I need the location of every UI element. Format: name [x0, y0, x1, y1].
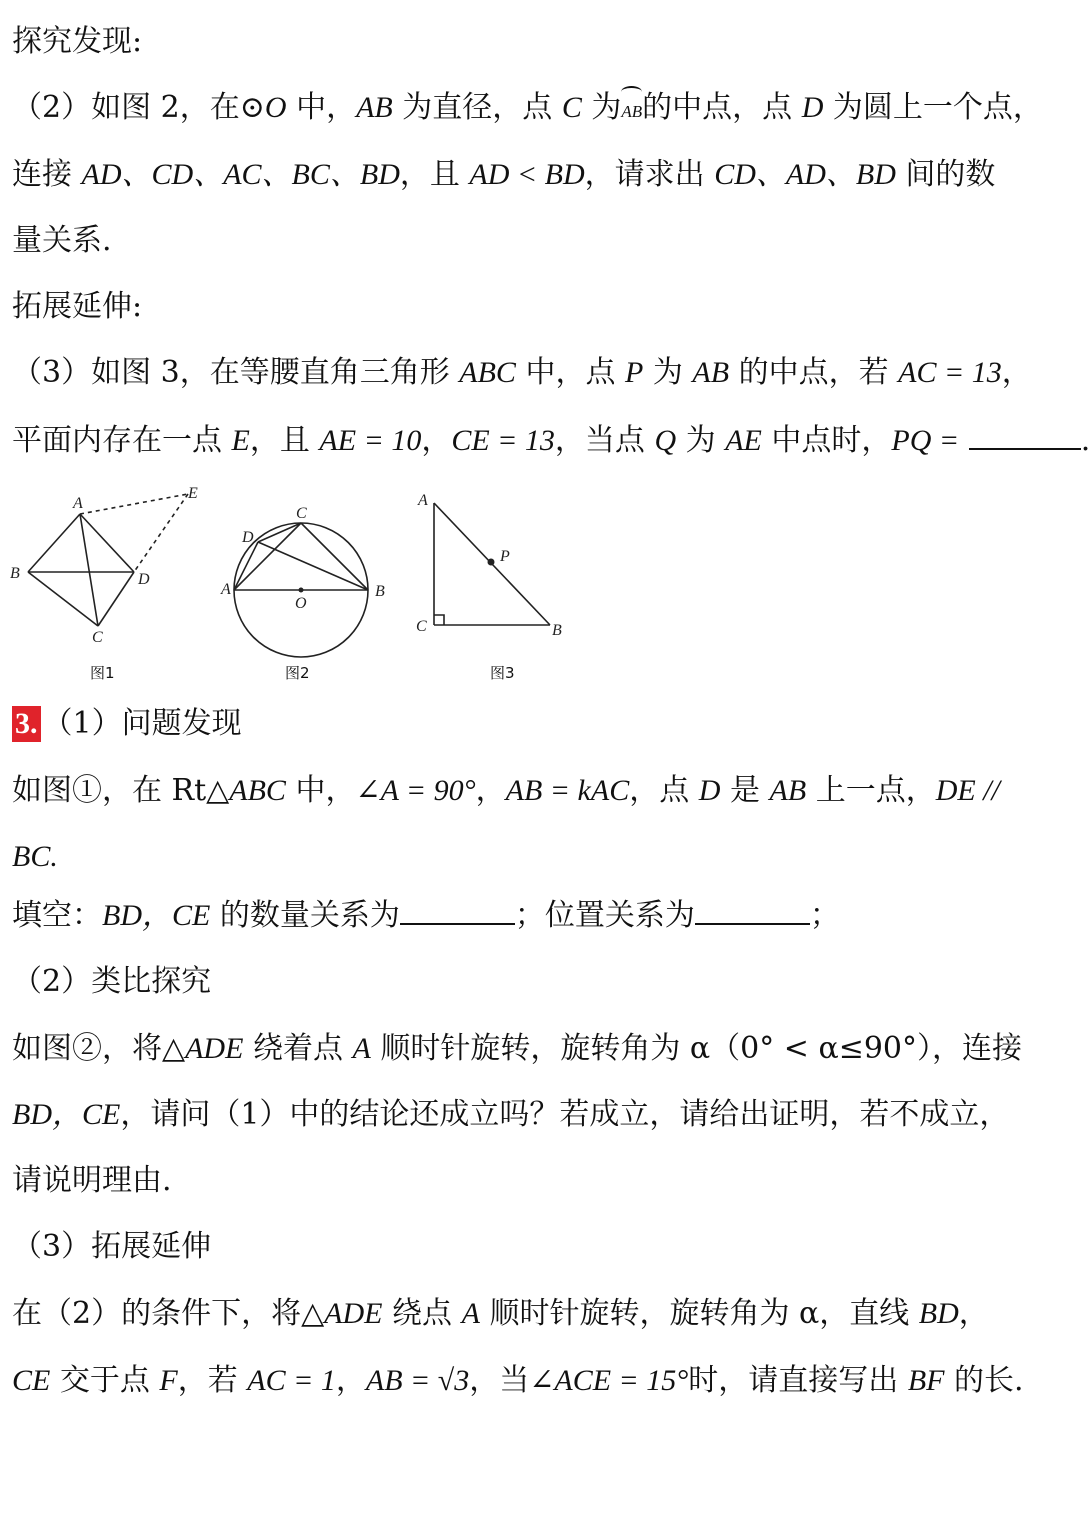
q3-stmt-line1: 如图①，在 Rt△ABC 中，∠A = 90°，AB = kAC，点 D 是 AB 上一点，DE // [12, 773, 1000, 808]
figure-3 [410, 485, 580, 655]
fig3-right-angle-mark [434, 615, 444, 625]
part2-line1: （2）如图 2，在⊙O 中，AB 为直径，点 C 为AB的中点，点 D 为圆上一个点， [12, 88, 1070, 132]
fig1-label-d: D [138, 571, 150, 588]
answer-blank-position[interactable] [695, 895, 810, 925]
fig1-label-a: A [73, 495, 83, 512]
fig1-edge-bc [28, 572, 98, 626]
q3-analog-line1: 如图②，将△ADE 绕着点 A 顺时针旋转，旋转角为 α（0° < α≤90°），连接 [12, 1031, 1023, 1066]
fig2-label-o: O [295, 595, 307, 612]
fig3-label-b: B [552, 622, 562, 639]
q3-fill-line: 填空：BD，CE 的数量关系为 ；位置关系为 ； [12, 895, 1070, 936]
section-heading-explore: 探究发现: [12, 24, 143, 59]
fig2-label-a: A [221, 581, 231, 598]
q3-heading-2: （2）类比探究 [12, 964, 212, 999]
fig1-label-e: E [188, 485, 198, 502]
fig1-label-c: C [92, 629, 103, 646]
q3-extend-line2: CE 交于点 F，若 AC = 1，AB = √3，当∠ACE = 15°时，请直接写出 BF 的长. [12, 1363, 1024, 1398]
fig1-caption: 图1 [90, 664, 115, 682]
q3-stmt-line2: BC. [12, 840, 58, 873]
q3-analog-line2: BD，CE，请问（1）中的结论还成立吗？若成立，请给出证明，若不成立， [12, 1097, 1010, 1132]
arc-ab-symbol: AB [621, 92, 642, 132]
fig1-label-b: B [10, 565, 20, 582]
q3-heading-1: 3. （1）问题发现 [12, 704, 1070, 744]
figure-2 [215, 490, 405, 660]
fig2-center-dot [299, 588, 304, 593]
fig3-point-p-dot [488, 559, 495, 566]
fig3-label-p: P [500, 548, 510, 565]
section-heading-extend: 拓展延伸: [12, 289, 143, 324]
fig2-chord-bc [301, 523, 368, 590]
part3-line2: 平面内存在一点 E，且 AE = 10，CE = 13，当点 Q 为 AE 中点时，PQ = . [12, 420, 1070, 461]
part2-line3: 量关系. [12, 223, 112, 258]
fig2-caption: 图2 [285, 664, 310, 682]
answer-blank-quantity[interactable] [400, 895, 515, 925]
question-number-badge: 3. [12, 706, 41, 742]
fig1-edge-ab [28, 514, 80, 572]
part3-line1: （3）如图 3，在等腰直角三角形 ABC 中，点 P 为 AB 的中点，若 AC = 13， [12, 355, 1032, 390]
fig2-label-b: B [375, 583, 385, 600]
figure-1 [0, 480, 220, 650]
q3-extend-line1: 在（2）的条件下，将△ADE 绕点 A 顺时针旋转，旋转角为 α，直线 BD， [12, 1296, 989, 1331]
fig1-dashed-ed [134, 494, 188, 572]
fig2-label-d: D [242, 529, 254, 546]
fig3-label-a: A [418, 492, 428, 509]
part2-line2: 连接 AD、CD、AC、BC、BD，且 AD < BD，请求出 CD、AD、BD 间的数 [12, 157, 996, 192]
fig1-dashed-ae [80, 494, 188, 514]
q3-heading-3: （3）拓展延伸 [12, 1229, 212, 1264]
fig3-caption: 图3 [490, 664, 515, 682]
fig3-label-c: C [416, 618, 427, 635]
fig1-edge-cd [98, 572, 134, 626]
fig2-chord-db [258, 542, 368, 590]
fig2-label-c: C [296, 505, 307, 522]
answer-blank-pq[interactable] [969, 420, 1081, 450]
q3-analog-line3: 请说明理由. [12, 1163, 172, 1198]
